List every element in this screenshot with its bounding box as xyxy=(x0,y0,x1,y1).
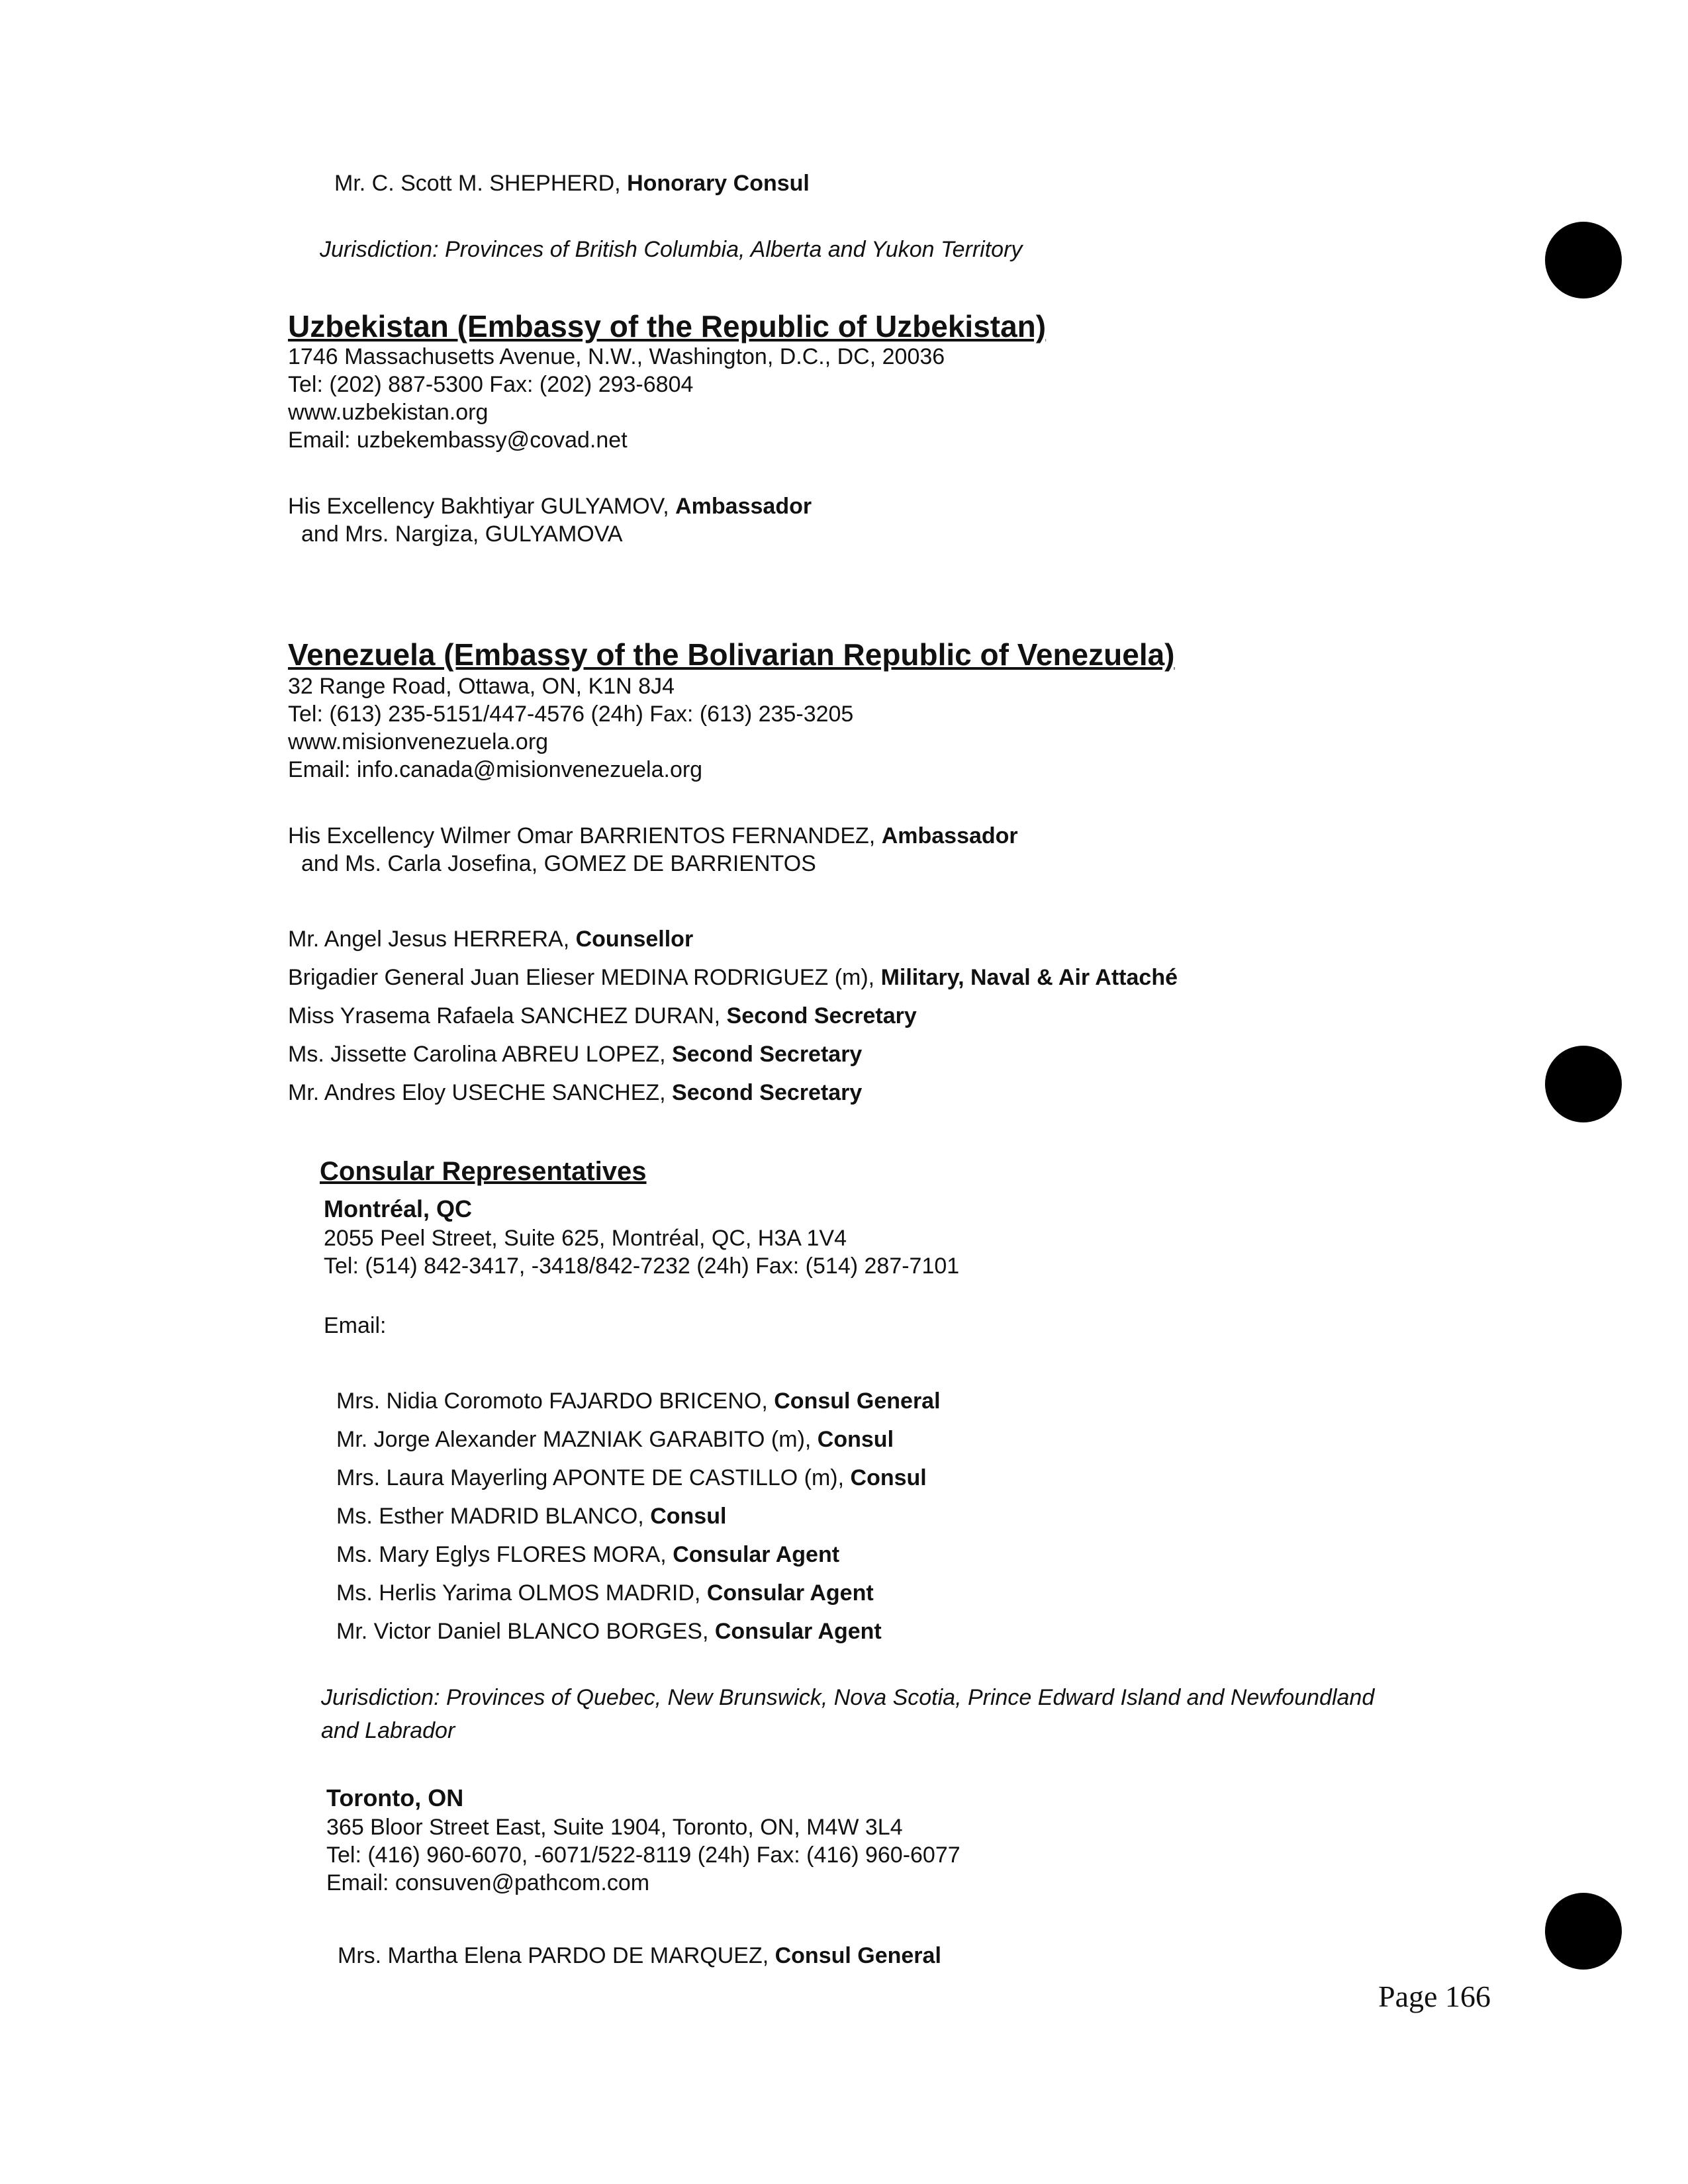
montreal-jurisdiction-line1 xyxy=(321,1684,1374,1711)
person-title: Ambassador xyxy=(675,494,812,519)
person-name: Mr. C. Scott M. SHEPHERD, xyxy=(334,171,628,196)
person-name: Ms. Esther MADRID BLANCO, xyxy=(336,1504,651,1529)
jurisdiction-bc xyxy=(320,236,1022,263)
uzbekistan-address: 1746 Massachusetts Avenue, N.W., Washington, D.C., DC, 20036 xyxy=(288,344,945,369)
venezuela-ambassador xyxy=(288,822,1018,850)
venezuela-staff-5 xyxy=(288,1079,862,1107)
uzbekistan-web: www.uzbekistan.org xyxy=(288,400,489,425)
uzbekistan-email: Email: uzbekembassy@covad.net xyxy=(288,428,628,453)
venezuela-staff-4 xyxy=(288,1040,862,1068)
montreal-jurisdiction-line2: and Labrador xyxy=(321,1718,455,1743)
person-name: Ms. Mary Eglys FLORES MORA, xyxy=(336,1542,673,1567)
person-title: Ambassador xyxy=(881,823,1018,848)
venezuela-staff-1 xyxy=(288,925,693,953)
person-name: Mrs. Nidia Coromoto FAJARDO BRICENO, xyxy=(336,1388,774,1414)
person-title: Consul xyxy=(817,1427,894,1452)
person-name: His Excellency Bakhtiyar GULYAMOV, xyxy=(288,494,676,519)
person-title: Second Secretary xyxy=(672,1080,863,1105)
person-title: Second Secretary xyxy=(672,1042,863,1067)
person-title: Consular Agent xyxy=(673,1542,840,1567)
person-title: Counsellor xyxy=(575,927,694,952)
venezuela-email: Email: info.canada@misionvenezuela.org xyxy=(288,757,703,782)
person-title: Consul xyxy=(650,1504,727,1529)
montreal-staff-5 xyxy=(336,1541,839,1569)
venezuela-address: 32 Range Road, Ottawa, ON, K1N 8J4 xyxy=(288,674,675,699)
montreal-address: 2055 Peel Street, Suite 625, Montréal, QC, H3A 1V4 xyxy=(324,1226,847,1251)
montreal-staff-7 xyxy=(336,1617,882,1645)
person-name: Mrs. Martha Elena PARDO DE MARQUEZ, xyxy=(338,1943,775,1968)
uzbekistan-tel: Tel: (202) 887-5300 Fax: (202) 293-6804 xyxy=(288,372,694,397)
montreal-staff-1 xyxy=(336,1387,941,1415)
toronto-city: Toronto, ON xyxy=(326,1784,464,1811)
person-title: Honorary Consul xyxy=(627,171,810,196)
montreal-staff-2 xyxy=(336,1426,894,1453)
person-title: Consul General xyxy=(774,1943,941,1968)
montreal-staff-6 xyxy=(336,1579,874,1607)
uzbekistan-ambassador xyxy=(288,492,812,520)
person-name: Mr. Jorge Alexander MAZNIAK GARABITO (m), xyxy=(336,1427,818,1452)
toronto-staff-1 xyxy=(338,1942,941,1970)
jurisdiction-text: Provinces of British Columbia, Alberta and Yukon Territory xyxy=(438,237,1023,262)
person-title: Consul xyxy=(850,1465,927,1490)
page-number: Page 166 xyxy=(1378,1979,1491,2013)
uzbekistan-spouse: and Mrs. Nargiza, GULYAMOVA xyxy=(301,522,623,547)
person-name: Miss Yrasema Rafaela SANCHEZ DURAN, xyxy=(288,1003,727,1028)
consular-heading: Consular Representatives xyxy=(320,1157,647,1186)
person-name: Mr. Andres Eloy USECHE SANCHEZ, xyxy=(288,1080,673,1105)
venezuela-heading: Venezuela (Embassy of the Bolivarian Republic of Venezuela) xyxy=(288,637,1175,672)
person-name: Brigadier General Juan Elieser MEDINA RODRIGUEZ (m), xyxy=(288,965,881,990)
person-name: Ms. Jissette Carolina ABREU LOPEZ, xyxy=(288,1042,673,1067)
toronto-address: 365 Bloor Street East, Suite 1904, Toronto, ON, M4W 3L4 xyxy=(326,1815,903,1840)
uzbekistan-heading: Uzbekistan (Embassy of the Republic of Uzbekistan) xyxy=(288,309,1047,343)
toronto-email: Email: consuven@pathcom.com xyxy=(326,1870,650,1895)
jurisdiction-label: Jurisdiction: xyxy=(320,237,439,262)
person-title: Consular Agent xyxy=(706,1580,874,1606)
person-name: Mrs. Laura Mayerling APONTE DE CASTILLO (m), xyxy=(336,1465,851,1490)
punch-hole xyxy=(1545,1893,1622,1970)
person-title: Consul General xyxy=(774,1388,941,1414)
montreal-city: Montréal, QC xyxy=(324,1195,473,1222)
venezuela-web: www.misionvenezuela.org xyxy=(288,729,549,754)
person-title: Second Secretary xyxy=(726,1003,917,1028)
person-title: Consular Agent xyxy=(714,1619,882,1644)
person-title: Military, Naval & Air Attaché xyxy=(880,965,1178,990)
punch-hole xyxy=(1545,1046,1622,1122)
toronto-tel: Tel: (416) 960-6070, -6071/522-8119 (24h) Fax: (416) 960-6077 xyxy=(326,1843,961,1868)
person-name: Ms. Herlis Yarima OLMOS MADRID, xyxy=(336,1580,707,1606)
venezuela-tel: Tel: (613) 235-5151/447-4576 (24h) Fax: (613) 235-3205 xyxy=(288,702,854,727)
venezuela-staff-2 xyxy=(288,964,1178,991)
person-name: Mr. Angel Jesus HERRERA, xyxy=(288,927,576,952)
venezuela-spouse: and Ms. Carla Josefina, GOMEZ DE BARRIENTOS xyxy=(301,851,816,876)
montreal-staff-4 xyxy=(336,1502,726,1530)
montreal-staff-3 xyxy=(336,1464,927,1492)
montreal-email: Email: xyxy=(324,1313,387,1338)
montreal-tel: Tel: (514) 842-3417, -3418/842-7232 (24h) Fax: (514) 287-7101 xyxy=(324,1253,960,1279)
shepherd-entry xyxy=(334,169,810,197)
punch-hole xyxy=(1545,222,1622,298)
jurisdiction-label: Jurisdiction: xyxy=(321,1685,440,1710)
person-name: Mr. Victor Daniel BLANCO BORGES, xyxy=(336,1619,715,1644)
person-name: His Excellency Wilmer Omar BARRIENTOS FERNANDEZ, xyxy=(288,823,882,848)
jurisdiction-text: Provinces of Quebec, New Brunswick, Nova Scotia, Prince Edward Island and Newfoundland xyxy=(440,1685,1375,1710)
venezuela-staff-3 xyxy=(288,1002,917,1030)
